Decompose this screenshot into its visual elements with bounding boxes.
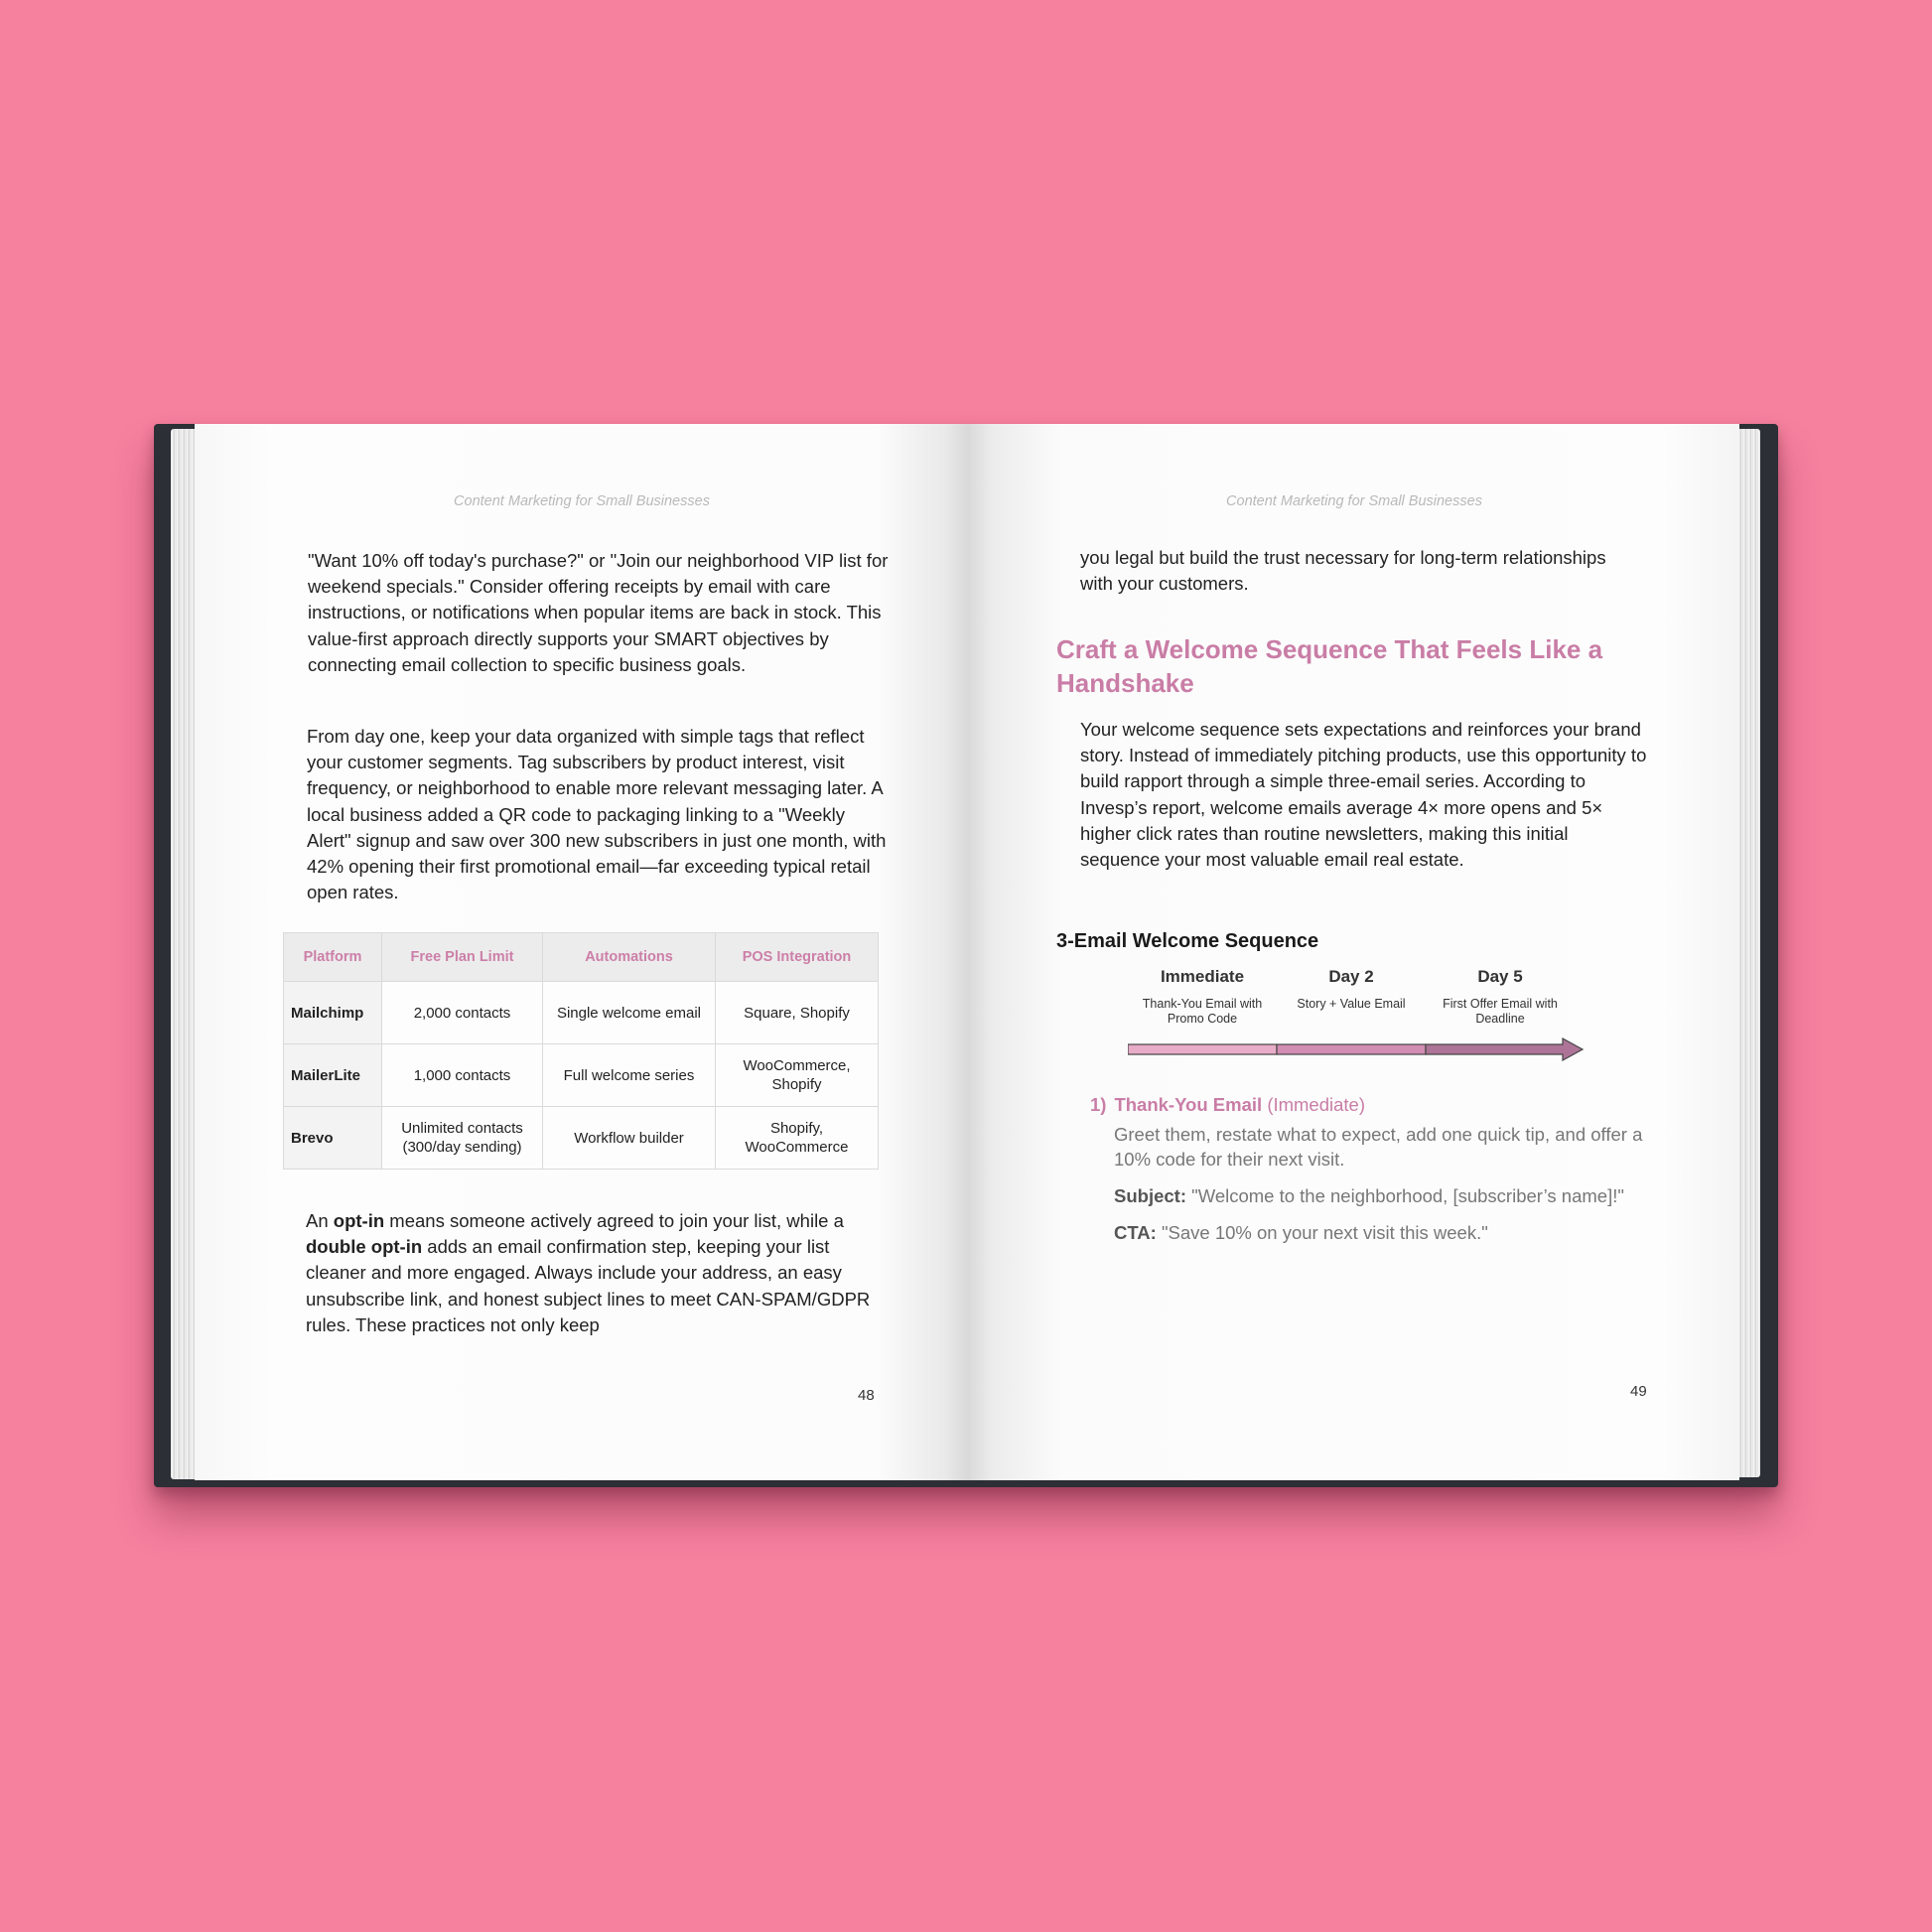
table-cell: Unlimited contacts (300/day sending) [382, 1107, 543, 1170]
table-cell: WooCommerce, Shopify [716, 1044, 879, 1107]
item-name: Thank-You Email [1114, 1094, 1263, 1115]
column-header: Automations [543, 933, 716, 982]
timeline-segment [1277, 1044, 1426, 1054]
cta-text: "Save 10% on your next visit this week." [1161, 1222, 1488, 1243]
table-header-row [284, 933, 879, 982]
page-number: 48 [858, 1387, 875, 1404]
bold-term: double opt-in [306, 1236, 423, 1258]
item-timing: (Immediate) [1267, 1094, 1366, 1115]
platform-comparison-table [283, 932, 879, 1170]
timeline-step [1128, 967, 1277, 1027]
running-head: Content Marketing for Small Businesses [454, 493, 710, 509]
timeline-step-label: Day 5 [1477, 967, 1523, 986]
text-run: adds an email confirmation step, keeping your list cleaner and more engaged. Always include your address, an easy unsubscribe link, and honest subject lines to meet CAN-SPAM/GDPR rules. These practices not only keep [306, 1236, 871, 1335]
table-cell: Full welcome series [543, 1044, 716, 1107]
welcome-sequence-timeline [1128, 967, 1604, 1066]
bold-term: opt-in [333, 1210, 385, 1231]
column-header: Free Plan Limit [382, 933, 543, 982]
timeline-step-label: Immediate [1160, 967, 1245, 986]
timeline-step [1426, 967, 1575, 1027]
table-cell: Brevo [284, 1107, 382, 1170]
column-header: POS Integration [716, 933, 879, 982]
timeline-arrow [1128, 1036, 1604, 1066]
item-subject [1114, 1183, 1646, 1208]
table-cell: 1,000 contacts [382, 1044, 543, 1107]
table-row [284, 982, 879, 1044]
paragraph: Your welcome sequence sets expectations and reinforces your brand story. Instead of immediately pitching products, use this opportunity to build rapport through a simple three-email series. According to Invesp’s report, welcome emails average 4× more opens and 5× higher click rates than routine newsletters, making this initial sequence your most valuable email real estate. [1080, 719, 1647, 871]
table-cell: MailerLite [284, 1044, 382, 1107]
subheading: 3-Email Welcome Sequence [1056, 930, 1319, 952]
timeline-arrowhead-segment [1426, 1038, 1583, 1060]
section-heading: Craft a Welcome Sequence That Feels Like a Handshake [1056, 634, 1603, 698]
running-head: Content Marketing for Small Businesses [1226, 493, 1482, 509]
sequence-item-title [1090, 1094, 1646, 1116]
sequence-item-1 [1090, 1094, 1646, 1257]
item-description: Greet them, restate what to expect, add one quick tip, and offer a 10% code for their next visit. [1114, 1124, 1643, 1170]
text-run: An [306, 1210, 334, 1231]
table-row [284, 1107, 879, 1170]
timeline-step-desc: Story + Value Email [1297, 997, 1406, 1011]
subject-label: Subject: [1114, 1185, 1186, 1206]
page-number: 49 [1630, 1383, 1647, 1400]
subject-text: "Welcome to the neighborhood, [subscriber’s name]!" [1191, 1185, 1624, 1206]
column-header: Platform [284, 933, 382, 982]
paragraph: "Want 10% off today's purchase?" or "Join our neighborhood VIP list for weekend specials." Consider offering receipts by email with care instructions, or notifications when popular items are back in stock. This value-first approach directly supports your SMART objectives by connecting email collection to specific business goals. [308, 550, 889, 675]
timeline-step-desc: First Offer Email with Deadline [1443, 997, 1558, 1026]
table-cell: Square, Shopify [716, 982, 879, 1044]
timeline-step [1277, 967, 1426, 1012]
table-row [284, 1044, 879, 1107]
right-page [969, 424, 1739, 1480]
timeline-segment [1128, 1044, 1277, 1054]
timeline-step-desc: Thank-You Email with Promo Code [1142, 997, 1263, 1026]
paragraph: From day one, keep your data organized with simple tags that reflect your customer segments. Tag subscribers by product interest, visit frequency, or neighborhood to enable more relevant messaging later. A local business added a QR code to packaging linking to a "Weekly Alert" signup and saw over 300 new subscribers in just one month, with 42% opening their first promotional email—far exceeding typical retail open rates. [307, 726, 887, 903]
table-cell: Shopify, WooCommerce [716, 1107, 879, 1170]
timeline-step-label: Day 2 [1328, 967, 1374, 986]
item-number: 1) [1090, 1094, 1107, 1115]
opt-in-paragraph [306, 1208, 892, 1338]
paragraph: you legal but build the trust necessary for long-term relationships with your customers. [1080, 547, 1606, 595]
table-cell: Single welcome email [543, 982, 716, 1044]
table-cell: 2,000 contacts [382, 982, 543, 1044]
cta-label: CTA: [1114, 1222, 1157, 1243]
table-cell: Mailchimp [284, 982, 382, 1044]
text-run: means someone actively agreed to join your list, while a [384, 1210, 844, 1231]
item-cta [1114, 1220, 1646, 1245]
table-cell: Workflow builder [543, 1107, 716, 1170]
left-page [195, 424, 969, 1480]
